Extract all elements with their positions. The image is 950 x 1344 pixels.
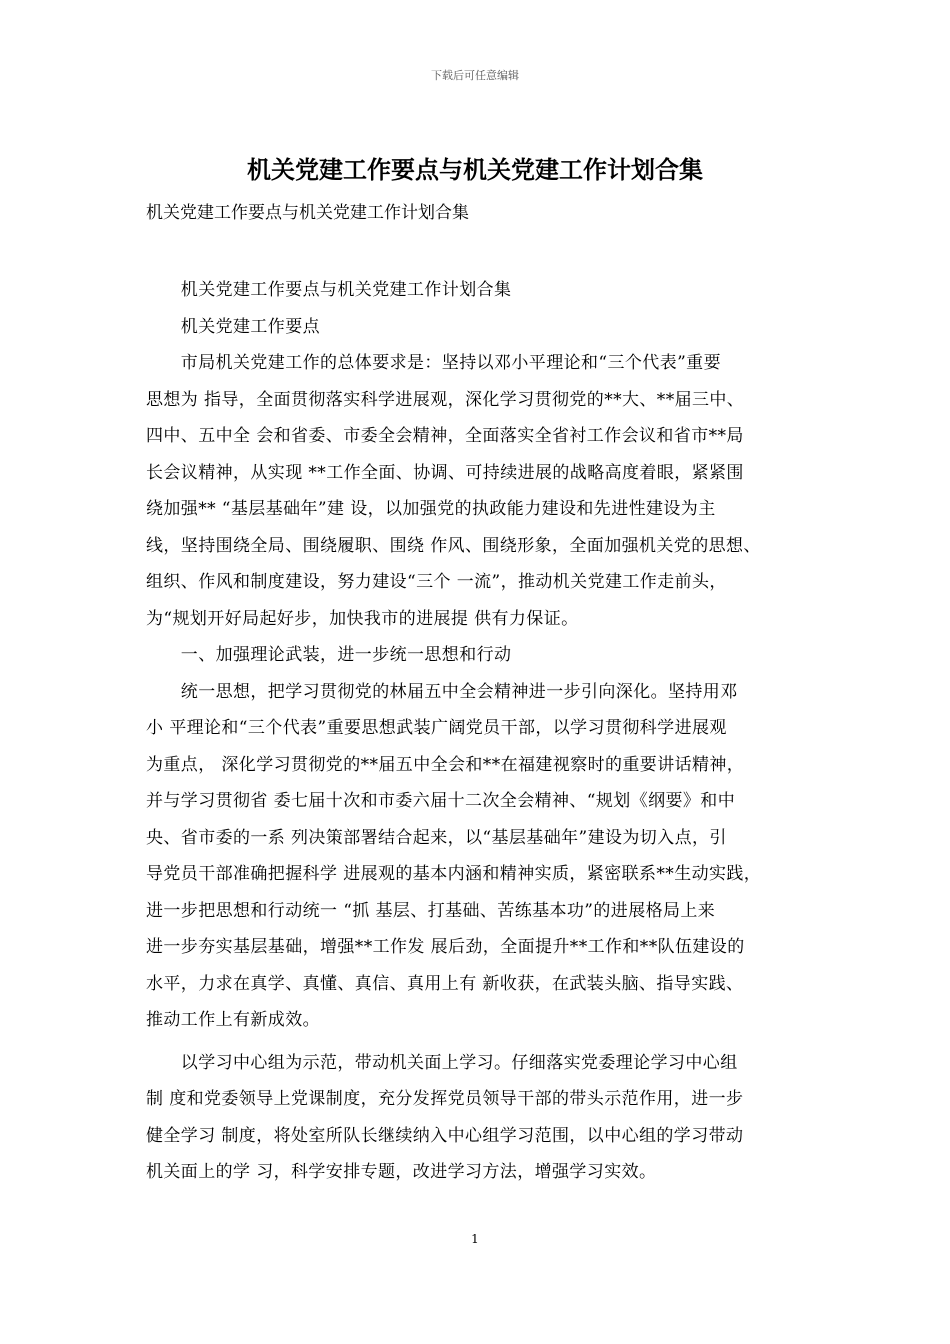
paragraph-line: 水平，力求在真学、真懂、真信、真用上有 新收获，在武装头脑、指导实践、 <box>146 973 744 994</box>
paragraph-line: 机关党建工作要点与机关党建工作计划合集 <box>146 280 512 300</box>
paragraph-line: 并与学习贯彻省 委七届十次和市委六届十二次全会精神、“规划《纲要》和中 <box>146 791 736 811</box>
paragraph-line: 导党员干部准确把握科学 进展观的基本内涵和精神实质，紧密联系**生动实践， <box>146 864 762 884</box>
paragraph-line: 机关党建工作要点 <box>146 316 320 337</box>
paragraph-line: 思想为 指导，全面贯彻落实科学进展观，深化学习贯彻党的**大、**届三中、 <box>146 389 745 410</box>
paragraph <box>146 1045 816 1191</box>
paragraph <box>146 272 816 309</box>
paragraph-line: 以学习中心组为示范，带动机关面上学习。仔细落实党委理论学习中心组 <box>146 1052 738 1073</box>
paragraph <box>146 674 816 1039</box>
paragraph <box>146 309 816 346</box>
paragraph <box>146 637 816 674</box>
paragraph-line: 长会议精神，从实现 **工作全面、协调、可持续进展的战略高度着眼，紧紧围 <box>146 462 744 483</box>
document-body <box>146 272 816 1191</box>
document-subtitle: 机关党建工作要点与机关党建工作计划合集 <box>146 203 469 223</box>
header-note: 下载后可任意编辑 <box>431 69 519 82</box>
paragraph-line: 央、省市委的一系 列决策部署结合起来，以“基层基础年”建设为切入点，引 <box>146 827 727 848</box>
paragraph-line: 机关面上的学 习，科学安排专题，改进学习方法，增强学习实效。 <box>146 1162 657 1182</box>
page-number: 1 <box>471 1232 479 1246</box>
paragraph-line: 小 平理论和“三个代表”重要思想武装广阔党员干部，以学习贯彻科学进展观 <box>146 718 727 738</box>
paragraph-line: 进一步把思想和行动统一 “抓 基层、打基础、苦练基本功”的进展格局上来 <box>146 900 716 921</box>
paragraph-line: 市局机关党建工作的总体要求是：坚持以邓小平理论和“三个代表”重要 <box>146 353 721 373</box>
paragraph-line: 线，坚持围绕全局、围绕履职、围绕 作风、围绕形象，全面加强机关党的思想、 <box>146 535 761 556</box>
paragraph-line: 为重点， 深化学习贯彻党的**届五中全会和**在福建视察时的重要讲话精神， <box>146 754 745 775</box>
document-title: 机关党建工作要点与机关党建工作计划合集 <box>247 156 703 184</box>
paragraph-line: 制 度和党委领导上党课制度，充分发挥党员领导干部的带头示范作用，进一步 <box>146 1089 744 1109</box>
paragraph-line: 进一步夯实基层基础，增强**工作发 展后劲，全面提升**工作和**队伍建设的 <box>146 937 745 957</box>
paragraph-line: 健全学习 制度，将处室所队长继续纳入中心组学习范围，以中心组的学习带动 <box>146 1125 744 1146</box>
paragraph-line: 一、加强理论武装，进一步统一思想和行动 <box>146 645 512 665</box>
paragraph-line: 统一思想，把学习贯彻党的林届五中全会精神进一步引向深化。坚持用邓 <box>146 681 738 702</box>
paragraph-line: 绕加强** “基层基础年”建 设，以加强党的执政能力建设和先进性建设为主 <box>146 499 716 519</box>
paragraph-line: 四中、五中全 会和省委、市委全会精神，全面落实全省衬工作会议和省市**局 <box>146 426 744 446</box>
paragraph-line: 为“规划开好局起好步，加快我市的进展提 供有力保证。 <box>146 608 579 629</box>
paragraph-line: 推动工作上有新成效。 <box>146 1010 320 1030</box>
paragraph-line: 组织、作风和制度建设，努力建设“三个 一流”，推动机关党建工作走前头， <box>146 572 727 592</box>
paragraph <box>146 345 816 637</box>
